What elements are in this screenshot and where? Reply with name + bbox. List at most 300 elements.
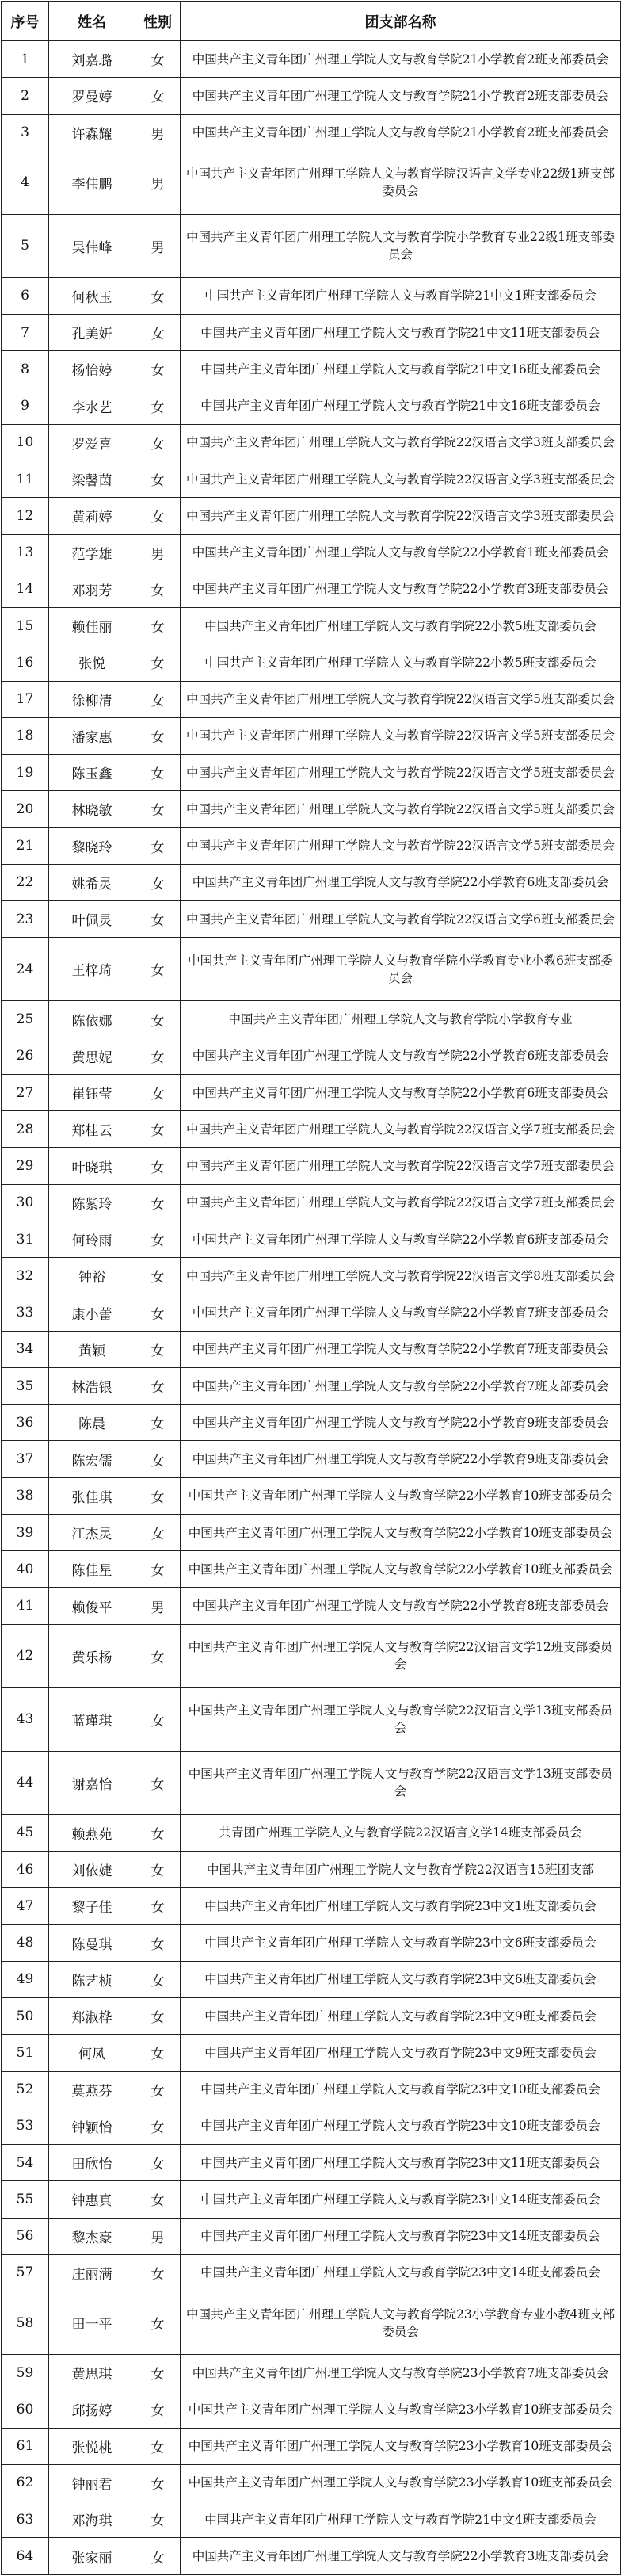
row-number: 26 [2, 1038, 49, 1074]
table-row [2, 41, 621, 78]
table-row [2, 791, 621, 827]
table-row [2, 1184, 621, 1221]
row-number: 22 [2, 864, 49, 900]
member-name: 庄丽满 [49, 2254, 135, 2291]
branch-name: 中国共产主义青年团广州理工学院人文与教育学院21中文16班支部委员会 [181, 388, 621, 424]
member-name: 罗曼婷 [49, 78, 135, 114]
branch-name: 中国共产主义青年团广州理工学院人文与教育学院21小学教育2班支部委员会 [181, 78, 621, 114]
table-row [2, 424, 621, 461]
member-gender: 女 [135, 2254, 181, 2291]
row-number: 9 [2, 388, 49, 424]
row-number: 2 [2, 78, 49, 114]
member-name: 钟丽君 [49, 2464, 135, 2501]
member-gender: 女 [135, 2464, 181, 2501]
branch-name: 中国共产主义青年团广州理工学院人文与教育学院21小学教育2班支部委员会 [181, 114, 621, 151]
header-name: 姓名 [49, 2, 135, 41]
row-number: 55 [2, 2181, 49, 2218]
branch-name: 中国共产主义青年团广州理工学院人文与教育学院22小学教育8班支部委员会 [181, 1588, 621, 1624]
member-gender: 女 [135, 1687, 181, 1751]
member-gender: 男 [135, 114, 181, 151]
member-gender: 女 [135, 1751, 181, 1814]
row-number: 49 [2, 1961, 49, 1997]
member-name: 李水艺 [49, 388, 135, 424]
member-name: 何秋玉 [49, 277, 135, 314]
branch-name: 中国共产主义青年团广州理工学院人文与教育学院22小学教育3班支部委员会 [181, 571, 621, 607]
member-name: 刘嘉璐 [49, 41, 135, 78]
row-number: 46 [2, 1852, 49, 1888]
table-row [2, 1477, 621, 1514]
member-name: 郑桂云 [49, 1111, 135, 1148]
branch-name: 中国共产主义青年团广州理工学院人文与教育学院23中文14班支部委员会 [181, 2181, 621, 2218]
member-gender: 女 [135, 1111, 181, 1148]
header-org: 团支部名称 [181, 2, 621, 41]
member-gender: 女 [135, 2391, 181, 2428]
branch-name: 中国共产主义青年团广州理工学院人文与教育学院22小学教育6班支部委员会 [181, 864, 621, 900]
member-name: 杨怡婷 [49, 351, 135, 388]
table-row [2, 1751, 621, 1814]
table-row [2, 901, 621, 938]
member-gender: 女 [135, 1405, 181, 1441]
member-name: 黄思妮 [49, 1038, 135, 1074]
member-name: 黎杰豪 [49, 2218, 135, 2254]
table-row [2, 1258, 621, 1294]
row-number: 61 [2, 2428, 49, 2464]
branch-name: 中国共产主义青年团广州理工学院人文与教育学院23中文14班支部委员会 [181, 2254, 621, 2291]
table-row [2, 2355, 621, 2391]
member-gender: 女 [135, 938, 181, 1001]
member-gender: 女 [135, 1294, 181, 1331]
table-row [2, 151, 621, 214]
table-body [2, 41, 621, 2575]
table-row [2, 1001, 621, 1038]
branch-name: 中国共产主义青年团广州理工学院人文与教育学院22汉语言文学8班支部委员会 [181, 1258, 621, 1294]
member-name: 叶佩灵 [49, 901, 135, 938]
row-number: 42 [2, 1624, 49, 1687]
table-row [2, 608, 621, 644]
member-gender: 女 [135, 571, 181, 607]
branch-name: 中国共产主义青年团广州理工学院人文与教育学院23小学教育10班支部委员会 [181, 2391, 621, 2428]
branch-name: 中国共产主义青年团广州理工学院人文与教育学院23中文9班支部委员会 [181, 2035, 621, 2071]
header-no: 序号 [2, 2, 49, 41]
member-name: 邱扬婷 [49, 2391, 135, 2428]
table-row [2, 1038, 621, 1074]
table-row [2, 78, 621, 114]
branch-name: 中国共产主义青年团广州理工学院人文与教育学院22汉语言文学5班支部委员会 [181, 791, 621, 827]
table-row [2, 1405, 621, 1441]
row-number: 13 [2, 534, 49, 571]
member-gender: 女 [135, 1814, 181, 1851]
branch-name: 中国共产主义青年团广州理工学院人文与教育学院22汉语言文学13班支部委员会 [181, 1687, 621, 1751]
branch-name: 中国共产主义青年团广州理工学院人文与教育学院22汉语言文学3班支部委员会 [181, 424, 621, 461]
table-row [2, 534, 621, 571]
row-number: 27 [2, 1074, 49, 1110]
table-row [2, 1367, 621, 1404]
member-name: 范学雄 [49, 534, 135, 571]
row-number: 33 [2, 1294, 49, 1331]
branch-name: 中国共产主义青年团广州理工学院人文与教育学院22汉语言15班团支部 [181, 1852, 621, 1888]
row-number: 21 [2, 827, 49, 864]
member-name: 潘家惠 [49, 717, 135, 754]
table-row [2, 2538, 621, 2575]
member-gender: 女 [135, 1367, 181, 1404]
table-row [2, 2145, 621, 2181]
row-number: 6 [2, 277, 49, 314]
member-gender: 女 [135, 1924, 181, 1961]
branch-name: 中国共产主义青年团广州理工学院人文与教育学院23中文1班支部委员会 [181, 1888, 621, 1924]
branch-name: 中国共产主义青年团广州理工学院人文与教育学院22小学教育7班支部委员会 [181, 1331, 621, 1367]
member-gender: 女 [135, 681, 181, 717]
table-row [2, 644, 621, 681]
member-gender: 男 [135, 1588, 181, 1624]
member-gender: 女 [135, 1001, 181, 1038]
member-name: 钟颖怡 [49, 2108, 135, 2144]
row-number: 24 [2, 938, 49, 1001]
member-gender: 女 [135, 78, 181, 114]
member-gender: 女 [135, 1441, 181, 1477]
row-number: 20 [2, 791, 49, 827]
table-row [2, 2035, 621, 2071]
table-row [2, 1814, 621, 1851]
member-gender: 女 [135, 1258, 181, 1294]
member-name: 黎子佳 [49, 1888, 135, 1924]
member-gender: 女 [135, 1852, 181, 1888]
table-row [2, 114, 621, 151]
member-name: 刘依婕 [49, 1852, 135, 1888]
member-name: 崔钰莹 [49, 1074, 135, 1110]
member-name: 赖俊平 [49, 1588, 135, 1624]
table-row [2, 1998, 621, 2035]
table-row [2, 2464, 621, 2501]
row-number: 57 [2, 2254, 49, 2291]
member-gender: 女 [135, 717, 181, 754]
table-row [2, 1074, 621, 1110]
row-number: 28 [2, 1111, 49, 1148]
table-row [2, 717, 621, 754]
row-number: 50 [2, 1998, 49, 2035]
row-number: 4 [2, 151, 49, 214]
member-gender: 女 [135, 755, 181, 791]
member-name: 罗爱喜 [49, 424, 135, 461]
member-gender: 女 [135, 1998, 181, 2035]
member-name: 叶晓琪 [49, 1148, 135, 1184]
branch-name: 中国共产主义青年团广州理工学院人文与教育学院22小教5班支部委员会 [181, 644, 621, 681]
table-row [2, 827, 621, 864]
member-name: 何凤 [49, 2035, 135, 2071]
table-row [2, 1624, 621, 1687]
member-gender: 女 [135, 2538, 181, 2575]
member-name: 张佳琪 [49, 1477, 135, 1514]
member-gender: 女 [135, 608, 181, 644]
row-number: 17 [2, 681, 49, 717]
member-name: 张家丽 [49, 2538, 135, 2575]
branch-name: 中国共产主义青年团广州理工学院人文与教育学院23中文10班支部委员会 [181, 2071, 621, 2108]
branch-name: 中国共产主义青年团广州理工学院人文与教育学院22汉语言文学5班支部委员会 [181, 681, 621, 717]
member-name: 赖燕苑 [49, 1814, 135, 1851]
row-number: 53 [2, 2108, 49, 2144]
table-row [2, 498, 621, 534]
row-number: 31 [2, 1221, 49, 1257]
member-gender: 女 [135, 2145, 181, 2181]
branch-name: 中国共产主义青年团广州理工学院人文与教育学院22小学教育9班支部委员会 [181, 1405, 621, 1441]
branch-name: 中国共产主义青年团广州理工学院人文与教育学院22汉语言文学7班支部委员会 [181, 1148, 621, 1184]
branch-name: 中国共产主义青年团广州理工学院人文与教育学院22汉语言文学13班支部委员会 [181, 1751, 621, 1814]
row-number: 19 [2, 755, 49, 791]
row-number: 63 [2, 2501, 49, 2538]
member-gender: 女 [135, 1038, 181, 1074]
table-row [2, 2291, 621, 2355]
row-number: 44 [2, 1751, 49, 1814]
member-name: 康小蕾 [49, 1294, 135, 1331]
member-gender: 男 [135, 534, 181, 571]
table-row [2, 938, 621, 1001]
branch-name: 中国共产主义青年团广州理工学院人文与教育学院22小学教育7班支部委员会 [181, 1367, 621, 1404]
row-number: 41 [2, 1588, 49, 1624]
row-number: 60 [2, 2391, 49, 2428]
member-name: 李伟鹏 [49, 151, 135, 214]
table-row [2, 2071, 621, 2108]
table-row [2, 755, 621, 791]
row-number: 10 [2, 424, 49, 461]
table-row [2, 1852, 621, 1888]
row-number: 23 [2, 901, 49, 938]
table-row [2, 1514, 621, 1550]
branch-name: 中国共产主义青年团广州理工学院人文与教育学院21中文1班支部委员会 [181, 277, 621, 314]
row-number: 48 [2, 1924, 49, 1961]
row-number: 38 [2, 1477, 49, 1514]
member-gender: 女 [135, 1477, 181, 1514]
member-name: 邓海琪 [49, 2501, 135, 2538]
member-gender: 女 [135, 498, 181, 534]
member-gender: 女 [135, 901, 181, 938]
member-gender: 女 [135, 791, 181, 827]
branch-name: 中国共产主义青年团广州理工学院人文与教育学院23小学教育7班支部委员会 [181, 2355, 621, 2391]
member-gender: 女 [135, 424, 181, 461]
member-name: 陈艺桢 [49, 1961, 135, 1997]
branch-name: 中国共产主义青年团广州理工学院人文与教育学院22小学教育6班支部委员会 [181, 1074, 621, 1110]
branch-name: 中国共产主义青年团广州理工学院人文与教育学院22汉语言文学5班支部委员会 [181, 717, 621, 754]
row-number: 45 [2, 1814, 49, 1851]
table-row [2, 2254, 621, 2291]
member-gender: 女 [135, 2291, 181, 2355]
table-row [2, 1961, 621, 1997]
member-gender: 女 [135, 2501, 181, 2538]
row-number: 5 [2, 214, 49, 277]
row-number: 29 [2, 1148, 49, 1184]
member-gender: 女 [135, 2035, 181, 2071]
member-table [1, 1, 621, 2575]
table-row [2, 681, 621, 717]
member-name: 林晓敏 [49, 791, 135, 827]
branch-name: 中国共产主义青年团广州理工学院人文与教育学院22小学教育6班支部委员会 [181, 1221, 621, 1257]
member-name: 黎晓玲 [49, 827, 135, 864]
branch-name: 中国共产主义青年团广州理工学院人文与教育学院小学教育专业 [181, 1001, 621, 1038]
member-name: 邓羽芳 [49, 571, 135, 607]
member-name: 陈曼琪 [49, 1924, 135, 1961]
branch-name: 中国共产主义青年团广州理工学院人文与教育学院22汉语言文学7班支部委员会 [181, 1111, 621, 1148]
table-row [2, 1588, 621, 1624]
member-gender: 男 [135, 2218, 181, 2254]
table-row [2, 351, 621, 388]
row-number: 35 [2, 1367, 49, 1404]
member-gender: 女 [135, 1331, 181, 1367]
branch-name: 中国共产主义青年团广州理工学院人文与教育学院23中文6班支部委员会 [181, 1924, 621, 1961]
table-row [2, 2391, 621, 2428]
member-gender: 女 [135, 1148, 181, 1184]
member-name: 陈佳星 [49, 1551, 135, 1588]
table-row [2, 1111, 621, 1148]
branch-name: 中国共产主义青年团广州理工学院人文与教育学院小学教育专业小教6班支部委员会 [181, 938, 621, 1001]
member-name: 陈玉鑫 [49, 755, 135, 791]
member-gender: 女 [135, 1624, 181, 1687]
row-number: 7 [2, 315, 49, 351]
branch-name: 中国共产主义青年团广州理工学院人文与教育学院23中文14班支部委员会 [181, 2218, 621, 2254]
table-row [2, 1294, 621, 1331]
member-gender: 女 [135, 1184, 181, 1221]
member-gender: 女 [135, 1961, 181, 1997]
member-name: 黄莉婷 [49, 498, 135, 534]
branch-name: 中国共产主义青年团广州理工学院人文与教育学院21中文11班支部委员会 [181, 315, 621, 351]
branch-name: 中国共产主义青年团广州理工学院人文与教育学院22小学教育10班支部委员会 [181, 1551, 621, 1588]
branch-name: 中国共产主义青年团广州理工学院人文与教育学院21小学教育2班支部委员会 [181, 41, 621, 78]
member-gender: 女 [135, 41, 181, 78]
member-name: 梁馨茵 [49, 461, 135, 498]
row-number: 54 [2, 2145, 49, 2181]
branch-name: 中国共产主义青年团广州理工学院人文与教育学院22小学教育10班支部委员会 [181, 1477, 621, 1514]
member-gender: 女 [135, 1221, 181, 1257]
member-name: 徐柳清 [49, 681, 135, 717]
table-row [2, 277, 621, 314]
row-number: 59 [2, 2355, 49, 2391]
member-name: 何玲雨 [49, 1221, 135, 1257]
row-number: 43 [2, 1687, 49, 1751]
table-row [2, 1924, 621, 1961]
row-number: 14 [2, 571, 49, 607]
member-name: 陈紫玲 [49, 1184, 135, 1221]
table-row [2, 1441, 621, 1477]
member-name: 陈依娜 [49, 1001, 135, 1038]
row-number: 56 [2, 2218, 49, 2254]
branch-name: 中国共产主义青年团广州理工学院人文与教育学院22小学教育3班支部委员会 [181, 2538, 621, 2575]
member-name: 黄乐杨 [49, 1624, 135, 1687]
row-number: 39 [2, 1514, 49, 1550]
branch-name: 共青团广州理工学院人文与教育学院22汉语言文学14班支部委员会 [181, 1814, 621, 1851]
member-name: 谢嘉怡 [49, 1751, 135, 1814]
member-name: 姚希灵 [49, 864, 135, 900]
table-row [2, 2501, 621, 2538]
branch-name: 中国共产主义青年团广州理工学院人文与教育学院22汉语言文学3班支部委员会 [181, 498, 621, 534]
member-gender: 女 [135, 1074, 181, 1110]
branch-name: 中国共产主义青年团广州理工学院人文与教育学院小学教育专业22级1班支部委员会 [181, 214, 621, 277]
branch-name: 中国共产主义青年团广州理工学院人文与教育学院23中文9班支部委员会 [181, 1998, 621, 2035]
table-header-row [2, 2, 621, 41]
branch-name: 中国共产主义青年团广州理工学院人文与教育学院22汉语言文学12班支部委员会 [181, 1624, 621, 1687]
member-gender: 女 [135, 2428, 181, 2464]
row-number: 12 [2, 498, 49, 534]
branch-name: 中国共产主义青年团广州理工学院人文与教育学院23中文11班支部委员会 [181, 2145, 621, 2181]
member-name: 林浩银 [49, 1367, 135, 1404]
member-name: 钟裕 [49, 1258, 135, 1294]
row-number: 62 [2, 2464, 49, 2501]
row-number: 1 [2, 41, 49, 78]
member-name: 田欣怡 [49, 2145, 135, 2181]
member-name: 田一平 [49, 2291, 135, 2355]
table-row [2, 2428, 621, 2464]
branch-name: 中国共产主义青年团广州理工学院人文与教育学院22小学教育1班支部委员会 [181, 534, 621, 571]
row-number: 16 [2, 644, 49, 681]
branch-name: 中国共产主义青年团广州理工学院人文与教育学院21中文4班支部委员会 [181, 2501, 621, 2538]
table-row [2, 571, 621, 607]
table-row [2, 1331, 621, 1367]
header-gender: 性别 [135, 2, 181, 41]
member-gender: 女 [135, 1888, 181, 1924]
table-row [2, 388, 621, 424]
branch-name: 中国共产主义青年团广州理工学院人文与教育学院22汉语言文学6班支部委员会 [181, 901, 621, 938]
branch-name: 中国共产主义青年团广州理工学院人文与教育学院22小学教育9班支部委员会 [181, 1441, 621, 1477]
member-gender: 女 [135, 1551, 181, 1588]
row-number: 34 [2, 1331, 49, 1367]
branch-name: 中国共产主义青年团广州理工学院人文与教育学院22小学教育7班支部委员会 [181, 1294, 621, 1331]
member-name: 孔美妍 [49, 315, 135, 351]
branch-name: 中国共产主义青年团广州理工学院人文与教育学院23中文10班支部委员会 [181, 2108, 621, 2144]
member-name: 江杰灵 [49, 1514, 135, 1550]
branch-name: 中国共产主义青年团广州理工学院人文与教育学院22小教5班支部委员会 [181, 608, 621, 644]
branch-name: 中国共产主义青年团广州理工学院人文与教育学院23小学教育专业小教4班支部委员会 [181, 2291, 621, 2355]
row-number: 36 [2, 1405, 49, 1441]
row-number: 64 [2, 2538, 49, 2575]
member-gender: 男 [135, 214, 181, 277]
member-gender: 女 [135, 388, 181, 424]
row-number: 15 [2, 608, 49, 644]
branch-name: 中国共产主义青年团广州理工学院人文与教育学院22汉语言文学5班支部委员会 [181, 827, 621, 864]
member-name: 钟惠真 [49, 2181, 135, 2218]
branch-name: 中国共产主义青年团广州理工学院人文与教育学院23小学教育10班支部委员会 [181, 2428, 621, 2464]
branch-name: 中国共产主义青年团广州理工学院人文与教育学院23中文6班支部委员会 [181, 1961, 621, 1997]
member-name: 陈宏儒 [49, 1441, 135, 1477]
branch-name: 中国共产主义青年团广州理工学院人文与教育学院22小学教育10班支部委员会 [181, 1514, 621, 1550]
table-row [2, 2218, 621, 2254]
table-row [2, 1888, 621, 1924]
row-number: 18 [2, 717, 49, 754]
row-number: 40 [2, 1551, 49, 1588]
member-name: 莫燕芬 [49, 2071, 135, 2108]
member-name: 张悦桃 [49, 2428, 135, 2464]
table-row [2, 2181, 621, 2218]
branch-name: 中国共产主义青年团广州理工学院人文与教育学院汉语言文学专业22级1班支部委员会 [181, 151, 621, 214]
table-row [2, 1687, 621, 1751]
table-row [2, 214, 621, 277]
branch-name: 中国共产主义青年团广州理工学院人文与教育学院22汉语言文学3班支部委员会 [181, 461, 621, 498]
branch-name: 中国共产主义青年团广州理工学院人文与教育学院21中文16班支部委员会 [181, 351, 621, 388]
table-row [2, 2108, 621, 2144]
member-name: 蓝瑾琪 [49, 1687, 135, 1751]
member-gender: 女 [135, 351, 181, 388]
member-gender: 男 [135, 151, 181, 214]
row-number: 30 [2, 1184, 49, 1221]
row-number: 25 [2, 1001, 49, 1038]
row-number: 32 [2, 1258, 49, 1294]
member-name: 赖佳丽 [49, 608, 135, 644]
member-gender: 女 [135, 644, 181, 681]
branch-name: 中国共产主义青年团广州理工学院人文与教育学院22小学教育6班支部委员会 [181, 1038, 621, 1074]
table-row [2, 864, 621, 900]
member-name: 陈晨 [49, 1405, 135, 1441]
row-number: 52 [2, 2071, 49, 2108]
table-row [2, 1551, 621, 1588]
member-gender: 女 [135, 2181, 181, 2218]
row-number: 3 [2, 114, 49, 151]
member-name: 郑淑桦 [49, 1998, 135, 2035]
branch-name: 中国共产主义青年团广州理工学院人文与教育学院22汉语言文学7班支部委员会 [181, 1184, 621, 1221]
